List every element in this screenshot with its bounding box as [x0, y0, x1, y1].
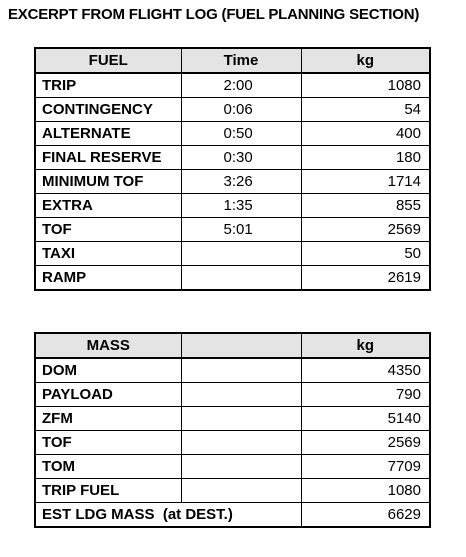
table-row: [35, 358, 430, 383]
row-kg: 5140: [301, 407, 430, 431]
row-label: ALTERNATE: [35, 122, 181, 146]
table-row: [35, 431, 430, 455]
row-kg: 1080: [301, 479, 430, 503]
page-title: EXCERPT FROM FLIGHT LOG (FUEL PLANNING SECTION): [8, 6, 420, 23]
row-label: CONTINGENCY: [35, 98, 181, 122]
row-time: 3:26: [181, 170, 301, 194]
fuel-header-kg: kg: [301, 48, 430, 73]
row-blank: [181, 479, 301, 503]
row-kg: 4350: [301, 358, 430, 383]
row-kg: 50: [301, 242, 430, 266]
row-kg: 1080: [301, 73, 430, 98]
row-time: 0:50: [181, 122, 301, 146]
row-time: 2:00: [181, 73, 301, 98]
row-label: TAXI: [35, 242, 181, 266]
row-time: 1:35: [181, 194, 301, 218]
row-blank: [181, 455, 301, 479]
row-kg: 7709: [301, 455, 430, 479]
mass-table: [34, 332, 431, 528]
row-blank: [181, 407, 301, 431]
row-kg: 54: [301, 98, 430, 122]
table-row: [35, 383, 430, 407]
table-row: [35, 194, 430, 218]
row-label: ZFM: [35, 407, 181, 431]
row-kg: 2619: [301, 266, 430, 291]
row-time: 5:01: [181, 218, 301, 242]
row-kg: 6629: [301, 503, 430, 528]
row-blank: [181, 431, 301, 455]
table-row: [35, 242, 430, 266]
row-label: EST LDG MASS (at DEST.): [35, 503, 301, 528]
fuel-header-fuel: FUEL: [35, 48, 181, 73]
fuel-header-row: [35, 48, 430, 73]
row-label: TOF: [35, 218, 181, 242]
mass-header-row: [35, 333, 430, 358]
row-blank: [181, 383, 301, 407]
table-row: [35, 218, 430, 242]
mass-header-mass: MASS: [35, 333, 181, 358]
table-row: [35, 503, 430, 528]
row-time: 0:30: [181, 146, 301, 170]
table-row: [35, 98, 430, 122]
fuel-header-time: Time: [181, 48, 301, 73]
row-kg: 2569: [301, 218, 430, 242]
row-time: [181, 266, 301, 291]
row-blank: [181, 358, 301, 383]
fuel-table: [34, 47, 431, 291]
row-kg: 180: [301, 146, 430, 170]
row-label: TOF: [35, 431, 181, 455]
table-row: [35, 479, 430, 503]
row-label: TOM: [35, 455, 181, 479]
table-row: [35, 170, 430, 194]
row-kg: 1714: [301, 170, 430, 194]
row-label: FINAL RESERVE: [35, 146, 181, 170]
table-row: [35, 73, 430, 98]
row-label: PAYLOAD: [35, 383, 181, 407]
mass-header-kg: kg: [301, 333, 430, 358]
row-label: EXTRA: [35, 194, 181, 218]
row-kg: 790: [301, 383, 430, 407]
row-label: TRIP FUEL: [35, 479, 181, 503]
table-row: [35, 407, 430, 431]
mass-header-blank: [181, 333, 301, 358]
row-kg: 855: [301, 194, 430, 218]
row-label: DOM: [35, 358, 181, 383]
table-row: [35, 146, 430, 170]
row-time: [181, 242, 301, 266]
row-label: TRIP: [35, 73, 181, 98]
row-label: MINIMUM TOF: [35, 170, 181, 194]
table-row: [35, 266, 430, 291]
table-row: [35, 455, 430, 479]
row-kg: 2569: [301, 431, 430, 455]
row-kg: 400: [301, 122, 430, 146]
row-label: RAMP: [35, 266, 181, 291]
row-time: 0:06: [181, 98, 301, 122]
table-row: [35, 122, 430, 146]
